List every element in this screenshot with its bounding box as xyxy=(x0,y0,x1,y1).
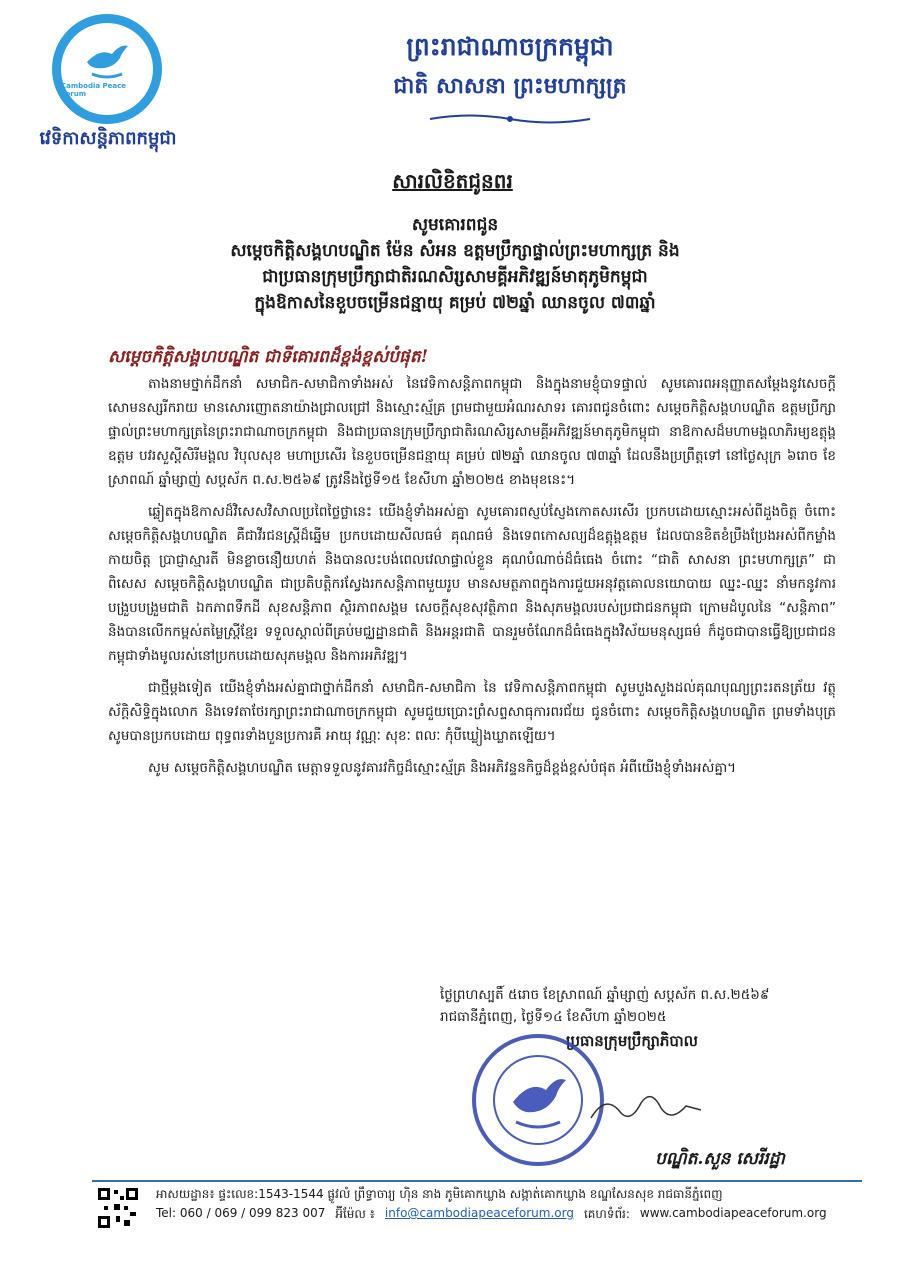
solar-date: រាជធានីភ្នំពេញ, ថ្ងៃទី១៤ ខែសីហា ឆ្នាំ២០២៥ xyxy=(440,1009,667,1025)
salutation: សម្តេចកិត្តិសង្គហបណ្ឌិត ជាទីគោរពដ៏ខ្ពង់ខ្ពស់បំផុត! xyxy=(108,347,429,367)
footer-email-label: អ៊ីម៉ែល ៖ xyxy=(335,1207,375,1221)
body-paragraph-2: ឆ្លៀតក្នុងឱកាសដ៏វិសេសវិសាលប្រពៃថ្លៃថ្លានេះ យើងខ្ញុំទាំងអស់គ្នា សូមគោរពស្ញប់ស្ញែងកោតសរសើរ ប្រកបដោយស្មោះអស់ពីដួងចិត្ត ចំពោះ សម្តេចកិត្តិសង្គហបណ្ឌិត គឺជាវីរជនស្ត្រីដ៏ឆ្នើម ប្រកបដោយសីលធម៌ គុណធម៌ និងទេពកោសល្យដ៏ឧត្តុង្គឧត្តម ដែលបានខិតខំប្រឹងប្រែងអស់ពីកម្លាំងកាយចិត្ត ប្រាជ្ញាស្មារតី មិនខ្លាចនឿយហត់ និងបានលះបង់ពេលវេលាផ្ទាល់ខ្លួន គុណបំណាច់ដ៏ធំធេង ចំពោះ “ជាតិ សាសនា ព្រះមហាក្សត្រ” ជាពិសេស សម្តេចកិត្តិសង្គហបណ្ឌិត ជាប្រតិបត្តិករស្វែងរកសន្តិភាពមួយរូប មានសមត្ថភាពក្នុងការជួយអនុវត្តគោលនយោបាយ ឈ្នះ-ឈ្នះ នាំមកនូវការបង្រួបបង្រួមជាតិ ឯកភាពទឹកដី សុខសន្តិភាព ស្ថិរភាពសង្គម សេចក្តីសុខសុវត្ថិភាព និងសុភមង្គលរបស់ប្រជាជនកម្ពុជា ក្រោមដំបូលនៃ “សន្តិភាព” និងបានលើកកម្ពស់តម្លៃស្ត្រីខ្មែរ ទទួលស្គាល់ពីគ្រប់មជ្ឈដ្ឋានជាតិ និងអន្តរជាតិ បានរួមចំណែកដ៏ធំធេងក្នុងវិស័យមនុស្សធម៌ ក៏ដូចជាបានធ្វើឱ្យប្រជាជនកម្ពុជាទាំងមូលរស់នៅប្រកបដោយសុភមង្គល និងការអភិវឌ្ឍ។ xyxy=(108,504,836,664)
body-paragraph-1: តាងនាមថ្នាក់ដឹកនាំ សមាជិក-សមាជិកាទាំងអស់ នៃវេទិកាសន្តិភាពកម្ពុជា និងក្នុងនាមខ្ញុំបាទផ្ទាល់ សូមគោរពអនុញ្ញាតសម្តែងនូវសេចក្តីសោមនស្សរីករាយ មានសោរញោតនាយ៉ាងជ្រាលជ្រៅ និងស្មោះស្ម័គ្រ ព្រមជាមួយអំណរសាទរ គោរពជូនចំពោះ សម្តេចកិត្តិសង្គហបណ្ឌិត ឧត្តមប្រឹក្សាផ្ទាល់ព្រះមហាក្សត្រនៃព្រះរាជាណាចក្រកម្ពុជា និងជាប្រធានក្រុមប្រឹក្សាជាតិរណសិរ្សសាមគ្គីអភិវឌ្ឍន៍មាតុភូមិកម្ពុជា នាឱកាសដ៏មហាមង្គលាភិរម្យឧត្តុង្គឧត្តម បវរសួស្តីសិរីមង្គល វិបុលសុខ មហាប្រសើរ នៃខួបចម្រើនជន្មាយុ គម្រប់ ៧២ឆ្នាំ ឈានចូល ៧៣ឆ្នាំ ដែលនឹងប្រព្រឹត្តទៅ នៅថ្ងៃសុក្រ ៦រោច ខែស្រាពណ៍ ឆ្នាំម្សាញ់ សប្តស័ក ព.ស.២៥៦៩ ត្រូវនឹងថ្ងៃទី១៥ ខែសីហា ឆ្នាំ២០២៥ ខាងមុខនេះ។ xyxy=(108,376,836,488)
dove-icon xyxy=(82,40,132,80)
organization-logo xyxy=(52,14,162,124)
lunar-date: ថ្ងៃព្រហស្បតិ៍ ៥រោច ខែស្រាពណ៍ ឆ្នាំម្សាញ់ សប្តស័ក ព.ស.២៥៦៩ xyxy=(440,987,770,1003)
kingdom-title: ព្រះរាជាណាចក្រកម្ពុជា xyxy=(406,32,614,61)
signature xyxy=(586,1088,706,1128)
footer-divider xyxy=(92,1180,862,1182)
signature-mark-icon xyxy=(586,1088,706,1128)
header-ornament xyxy=(420,112,600,126)
recipient-line-4: ក្នុងឱកាសនៃខួបចម្រើនជន្មាយុ គម្រប់ ៧២ឆ្នាំ ឈានចូល ៧៣ឆ្នាំ xyxy=(254,293,656,313)
signer-title: ប្រធានក្រុមប្រឹក្សាភិបាល xyxy=(566,1032,698,1050)
footer-contact xyxy=(156,1206,856,1224)
footer-website-link[interactable]: www.cambodiapeaceforum.org xyxy=(639,1206,827,1220)
footer-address: អាសយដ្ឋាន៖ ផ្ទះលេខ:1543-1544 ផ្លូវលំ ព្រឹទ្ធាចារ្យ ហ៊ិន នាង ភូមិគោកឃ្លាង សង្កាត់គោកឃ្លាង ខណ្ឌសែនសុខ រាជធានីភ្នំពេញ xyxy=(156,1187,723,1201)
recipient-block xyxy=(60,212,850,316)
footer-phone: Tel: 060 / 069 / 099 823 007 xyxy=(156,1206,326,1220)
body-paragraph-3: ជាថ្មីម្តងទៀត យើងខ្ញុំទាំងអស់គ្នាជាថ្នាក់ដឹកនាំ សមាជិក-សមាជិកា នៃ វេទិកាសន្តិភាពកម្ពុជា សូមបួងសួងដល់គុណបុណ្យព្រះរតនត្រ័យ វត្ថុស័ក្តិសិទ្ធិក្នុងលោក និងទេវតាថែរក្សាព្រះរាជាណាចក្រកម្ពុជា សូមជួយប្រោះព្រំសព្ទសាធុការពរជ័យ ជូនចំពោះ សម្តេចកិត្តិសង្គហបណ្ឌិត ព្រមទាំងបុត្រ សូមបានប្រកបដោយ ពុទ្ធពរទាំងបួនប្រការគឺ អាយុ វណ្ណៈ សុខៈ ពលៈ កុំបីឃ្លៀងឃ្លាតឡើយ។ xyxy=(108,680,836,744)
signer-name: បណ្ឌិត.សួន សេរីរដ្ឋា xyxy=(655,1149,785,1169)
recipient-line-2: សម្តេចកិត្តិសង្គហបណ្ឌិត ម៉ែន សំអន ឧត្តមប្រឹក្សាផ្ទាល់ព្រះមហាក្សត្រ និង xyxy=(230,241,680,261)
logo-text: Cambodia Peace Forum xyxy=(61,82,127,98)
recipient-line-1: សូមគោរពជូន xyxy=(411,215,499,235)
ornament-icon xyxy=(420,112,600,126)
national-motto: ជាតិ សាសនា ព្រះមហាក្សត្រ xyxy=(393,73,627,99)
body-paragraph-4: សូម សម្តេចកិត្តិសង្គហបណ្ឌិត មេត្តាទទួលនូវគារវកិច្ចដ៏ស្មោះស្ម័គ្រ និងអភិវន្ទនកិច្ចដ៏ខ្ពង់ខ្ពស់បំផុត អំពីយើងខ្ញុំទាំងអស់គ្នា។ xyxy=(148,760,737,776)
qr-code xyxy=(96,1186,140,1230)
date-block xyxy=(440,984,860,1028)
footer-email-link[interactable]: info@cambodiapeaceforum.org xyxy=(384,1206,574,1220)
letter-body xyxy=(108,372,836,788)
letter-title: សារលិខិតជូនពរ xyxy=(392,169,513,193)
recipient-line-3: ជាប្រធានក្រុមប្រឹក្សាជាតិរណសិរ្សសាមគ្គីអភិវឌ្ឍន៍មាតុភូមិកម្ពុជា xyxy=(262,267,648,287)
footer-website-label: គេហទំព័រ: xyxy=(583,1207,630,1221)
logo-inner-circle xyxy=(61,23,153,115)
organization-name: វេទិកាសន្តិភាពកម្ពុជា xyxy=(39,128,177,149)
qr-code-icon xyxy=(96,1186,140,1230)
